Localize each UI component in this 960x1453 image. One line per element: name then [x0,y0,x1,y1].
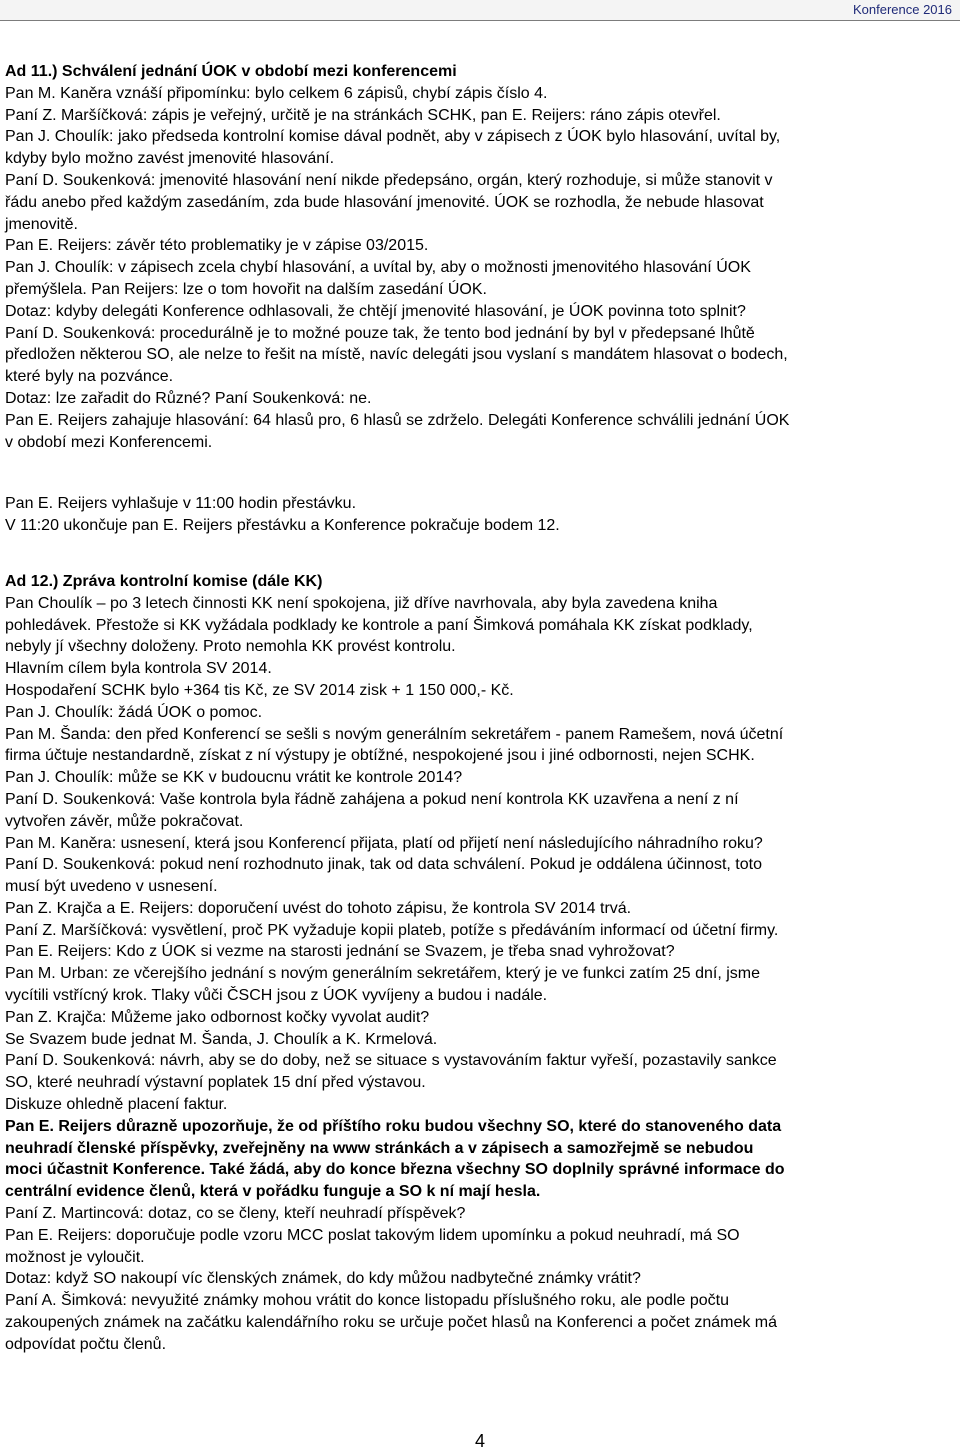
text-line: pohledávek. Přestože si KK vyžádala podklady ke kontrole a paní Šimková pomáhala KK získat podklady, [5,616,753,634]
text-line: Pan J. Choulík: jako předseda kontrolní komise dával podnět, aby v zápisech z ÚOK bylo hlasování, uvítal by, [5,128,781,146]
text-line: Dotaz: když SO nakoupí víc členských známek, do kdy můžou nadbytečné známky vrátit? [5,1270,641,1288]
text-line: Dotaz: lze zařadit do Různé? Paní Soukenková: ne. [5,389,372,407]
emphasis-line: centrální evidence členů, která v pořádku funguje a SO k ní mají hesla. [5,1183,541,1201]
text-line: vytvořen závěr, může pokračovat. [5,812,244,830]
text-line: Paní D. Soukenková: pokud není rozhodnuto jinak, tak od data schválení. Pokud je oddálena účinnost, toto [5,856,762,874]
text-line: Pan Choulík – po 3 letech činnosti KK není spokojena, již dříve navrhovala, aby byla zavedena kniha [5,594,718,612]
text-line: Paní Z. Martincová: dotaz, co se členy, kteří neuhradí příspěvek? [5,1205,466,1223]
text-line: Se Svazem bude jednat M. Šanda, J. Choulík a K. Krmelová. [5,1030,438,1048]
text-line: jmenovitě. [5,215,78,233]
text-line: musí být uvedeno v usnesení. [5,878,218,896]
text-line: Pan J. Choulík: může se KK v budoucnu vrátit ke kontrole 2014? [5,769,463,787]
text-line: Paní D. Soukenková: procedurálně je to možné pouze tak, že tento bod jednání by byl v předepsané lhůtě [5,324,755,342]
text-line: Pan Z. Krajča: Můžeme jako odbornost kočky vyvolat audit? [5,1008,430,1026]
text-line: možnost je vyloučit. [5,1248,145,1266]
text-line: Paní D. Soukenková: Vaše kontrola byla řádně zahájena a pokud není kontrola KK uzavřena a není z ní [5,790,739,808]
section-heading-ad-12: Ad 12.) Zpráva kontrolní komise (dále KK) [5,572,323,590]
text-line: předložen některou SO, ale nelze to řešit na místě, navíc delegáti jsou vyslaní s mandátem hlasovat o bodech, [5,346,788,364]
text-line: Hospodaření SCHK bylo +364 tis Kč, ze SV 2014 zisk + 1 150 000,- Kč. [5,681,514,699]
text-line: Pan E. Reijers zahajuje hlasování: 64 hlasů pro, 6 hlasů se zdrželo. Delegáti Konference schválili jednání ÚOK [5,411,790,429]
text-line: řádu anebo před každým zasedáním, zda bude hlasování jmenovité. ÚOK se rozhodla, že nebude hlasovat [5,193,764,211]
text-line: Dotaz: kdyby delegáti Konference odhlasovali, že chtějí jmenovité hlasování, je ÚOK povinna toto splnit? [5,302,746,320]
text-line: Pan Z. Krajča a E. Reijers: doporučení uvést do tohoto zápisu, že kontrola SV 2014 trvá. [5,899,632,917]
text-line: Pan J. Choulík: žádá ÚOK o pomoc. [5,703,263,721]
text-line: Paní A. Šimková: nevyužité známky mohou vrátit do konce listopadu příslušného roku, ale podle počtu [5,1292,729,1310]
text-line: Pan M. Šanda: den před Konferencí se sešli s novým generálním sekretářem - panem Ramešem, nová účetní [5,725,784,743]
text-line: V 11:20 ukončuje pan E. Reijers přestávku a Konference pokračuje bodem 12. [5,517,560,535]
text-line: firma účtuje nestandardně, získat z ní výstupy je obtížné, nespokojené jsou i jiné odbornosti, nejen SCHK. [5,747,755,765]
text-line: Pan E. Reijers: Kdo z ÚOK si vezme na starosti jednání se Svazem, je třeba snad vyhrožovat? [5,943,675,961]
text-line: Pan E. Reijers: doporučuje podle vzoru MCC poslat takovým lidem upomínku a pokud neuhradí, má SO [5,1226,740,1244]
emphasis-line: Pan E. Reijers důrazně upozorňuje, že od příštího roku budou všechny SO, které do stanoveného data [5,1117,782,1135]
page-number: 4 [474,1431,485,1451]
text-line: Paní Z. Maršíčková: vysvětlení, proč PK vyžaduje kopii plateb, potíže s předáváním informací od účetní firmy. [5,921,779,939]
text-line: Paní Z. Maršíčková: zápis je veřejný, určitě je na stránkách SCHK, pan E. Reijers: ráno zápis otevřel. [5,106,721,124]
text-line: Pan M. Kaněra: usnesení, která jsou Konferencí přijata, platí od přijetí není následujícího náhradního roku? [5,834,763,852]
text-line: vycítili vstřícný krok. Tlaky vůči ČSCH jsou z ÚOK vyvíjeny a budou i nadále. [5,987,548,1005]
emphasis-line: neuhradí členské příspěvky, zveřejněny na www stránkách a v zápisech a samozřejmě se nebudou [5,1139,754,1157]
header-title: Konference 2016 [852,2,952,17]
text-line: Diskuze ohledně placení faktur. [5,1096,228,1114]
page-header [0,0,960,21]
text-line: kdyby bylo možno zavést jmenovité hlasování. [5,150,335,168]
text-line: odpovídat počtu členů. [5,1335,167,1353]
text-line: Pan M. Urban: ze včerejšího jednání s novým generálním sekretářem, který je ve funkci zatím 25 dní, jsme [5,965,760,983]
emphasis-line: moci účastnit Konference. Také žádá, aby do konce března všechny SO doplnily správné informace do [5,1161,785,1179]
text-line: přemýšlela. Pan Reijers: lze o tom hovořit na dalším zasedání ÚOK. [5,280,487,298]
text-line: Paní D. Soukenková: jmenovité hlasování není nikde předepsáno, orgán, který rozhoduje, si může stanovit v [5,171,773,189]
text-line: SO, které neuhradí výstavní poplatek 15 dní před výstavou. [5,1074,426,1092]
document-body [5,61,955,1356]
text-line: nebyly jí všechny doloženy. Proto nemohla KK provést kontrolu. [5,638,456,656]
section-heading-ad-11: Ad 11.) Schválení jednání ÚOK v období mezi konferencemi [5,63,457,80]
text-line: Pan E. Reijers vyhlašuje v 11:00 hodin přestávku. [5,495,357,513]
text-line: zakoupených známek na začátku kalendářního roku se určuje počet hlasů na Konferenci a počet známek má [5,1314,778,1332]
text-line: Pan E. Reijers: závěr této problematiky je v zápise 03/2015. [5,237,429,255]
text-line: v období mezi Konferencemi. [5,433,213,451]
text-line: Paní D. Soukenková: návrh, aby se do doby, než se situace s vystavováním faktur vyřeší, pozastavily sankce [5,1052,777,1070]
text-line: Hlavním cílem byla kontrola SV 2014. [5,660,272,678]
text-line: Pan M. Kaněra vznáší připomínku: bylo celkem 6 zápisů, chybí zápis číslo 4. [5,84,548,102]
text-line: které byly na pozvánce. [5,368,174,386]
text-line: Pan J. Choulík: v zápisech zcela chybí hlasování, a uvítal by, aby o možnosti jmenovitého hlasování ÚOK [5,259,751,277]
